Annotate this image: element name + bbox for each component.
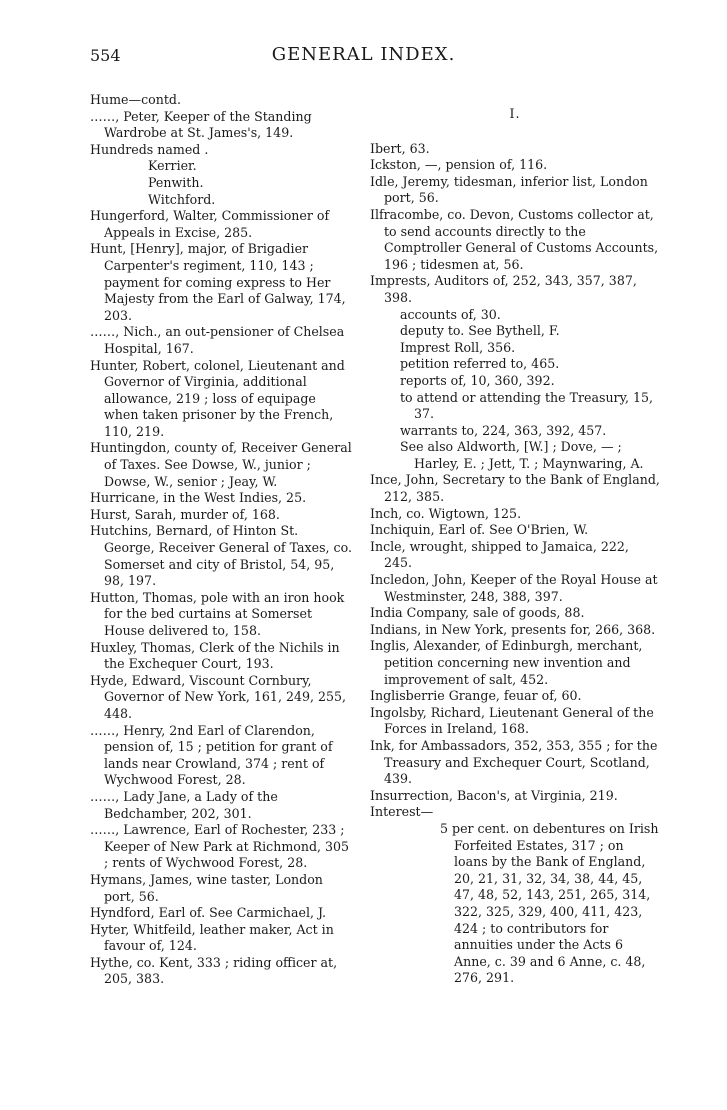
index-entry: Idle, Jeremy, tidesman, inferior list, London port, 56. [370,173,648,206]
index-entry: Ink, for Ambassadors, 352, 353, 355 ; for the Treasury and Exchequer Court, Scotland, 439. [370,737,658,787]
page-header [0,40,727,66]
index-entry: Huxley, Thomas, Clerk of the Nichils in the Exchequer Court, 193. [90,639,340,672]
index-entry: Hurricane, in the West Indies, 25. [90,490,307,506]
index-entry: Imprest Roll, 356. [400,339,516,355]
index-entry: India Company, sale of goods, 88. [370,605,585,621]
index-entry: Inglisberrie Grange, feuar of, 60. [370,688,582,704]
index-entry: Ince, John, Secretary to the Bank of England, 212, 385. [370,472,660,505]
page-number: 554 [90,46,121,65]
index-entry: Inch, co. Wigtown, 125. [370,505,522,521]
index-entry: Hyndford, Earl of. See Carmichael, J. [90,905,327,921]
index-entry: ……, Lady Jane, a Lady of the Bedchamber, 202, 301. [90,788,278,821]
index-entry: Hythe, co. Kent, 333 ; riding officer at, 205, 383. [90,954,338,987]
index-entry: Hungerford, Walter, Commissioner of Appeals in Excise, 285. [90,208,330,240]
index-entry: Hundreds named . [90,141,209,157]
index-entry: Penwith. [148,174,204,190]
index-entry: Ibert, 63. [370,140,430,156]
index-entry: Indians, in New York, presents for, 266, 368. [370,621,656,637]
index-entry: Interest— [370,804,434,820]
index-entry: Ingolsby, Richard, Lieutenant General of the Forces in Ireland, 168. [370,704,654,737]
index-entry: deputy to. See Bythell, F. [400,323,560,339]
index-entry: Hunt, [Henry], major, of Brigadier Carpenter's regiment, 110, 143 ; payment for coming express to Her Majesty from the Earl of Galway, 174, 203. [90,241,346,323]
index-entry: Inglis, Alexander, of Edinburgh, merchant, petition concerning new invention and improvement of salt, 452. [370,638,643,687]
index-entry: See also Aldworth, [W.] ; Dove, — ; Harley, E. ; Jett, T. ; Maynwaring, A. [400,439,644,471]
index-entry: Hymans, James, wine taster, London port, 56. [90,871,323,904]
index-entry: Hutchins, Bernard, of Hinton St. George, Receiver General of Taxes, co. Somerset and city of Bristol, 54, 95, 98, 197. [90,523,352,589]
index-entry: Hyter, Whitfeild, leather maker, Act in favour of, 124. [90,921,334,954]
index-entry: Hunter, Robert, colonel, Lieutenant and Governor of Virginia, additional allowance, 219 ; loss of equipage when taken prisoner by the French, 110, 219. [90,357,345,439]
index-entry: Incle, wrought, shipped to Jamaica, 222, 245. [370,538,629,571]
index-entry: Imprests, Auditors of, 252, 343, 357, 387, 398. [370,273,637,305]
index-entry: 5 per cent. on debentures on Irish Forfeited Estates, 317 ; on loans by the Bank of England, 20, 21, 31, 32, 34, 38, 44, 45, 47, 48, 52, 143, 251, 265, 314, 322, 325, 329, 400, 411, 423, 424 ; to contributors for annuities under the Acts 6 Anne, c. 39 and 6 Anne, c. 48, 276, 291. [440,820,659,986]
index-entry: Ilfracombe, co. Devon, Customs collector at, to send accounts directly to the Comptroller General of Customs Accounts, 196 ; tidesmen at, 56. [370,206,659,272]
page-title: GENERAL INDEX. [271,44,456,65]
index-entry: warrants to, 224, 363, 392, 457. [400,422,607,438]
index-entry: to attend or attending the Treasury, 15, 37. [400,389,654,422]
index-entry: ……, Henry, 2nd Earl of Clarendon, pension of, 15 ; petition for grant of lands near Crowland, 374 ; rent of Wychwood Forest, 28. [90,722,333,788]
index-entry: petition referred to, 465. [400,356,560,372]
index-entry: Witchford. [148,191,216,207]
index-entry: Huntingdon, county of, Receiver General of Taxes. See Dowse, W., junior ; Dowse, W., senior ; Jeay, W. [90,440,352,489]
index-entry: Inchiquin, Earl of. See O'Brien, W. [370,522,589,538]
index-entry: Insurrection, Bacon's, at Virginia, 219. [370,787,618,803]
index-entry: Kerrier. [148,158,197,174]
index-entry: Hyde, Edward, Viscount Cornbury, Governor of New York, 161, 249, 255, 448. [90,672,347,721]
index-entry: Incledon, John, Keeper of the Royal House at Westminster, 248, 388, 397. [370,572,658,604]
section-letter: I. [509,106,521,121]
index-entry: Hurst, Sarah, murder of, 168. [90,506,280,522]
index-entry: accounts of, 30. [400,306,501,322]
index-entry: Ickston, —, pension of, 116. [370,157,548,173]
index-column-right [370,92,660,987]
index-entry: ……, Lawrence, Earl of Rochester, 233 ; Keeper of New Park at Richmond, 305 ; rents of Wychwood Forest, 28. [90,822,350,871]
index-entry: ……, Peter, Keeper of the Standing Wardrobe at St. James's, 149. [90,108,312,141]
index-entry: Hume—contd. [90,92,181,107]
index-entry: ……, Nich., an out-pensioner of Chelsea Hospital, 167. [90,324,345,356]
index-entry: reports of, 10, 360, 392. [400,372,555,388]
index-entry: Hutton, Thomas, pole with an iron hook for the bed curtains at Somerset House delivered to, 158. [90,589,345,638]
index-column-left [90,92,352,988]
